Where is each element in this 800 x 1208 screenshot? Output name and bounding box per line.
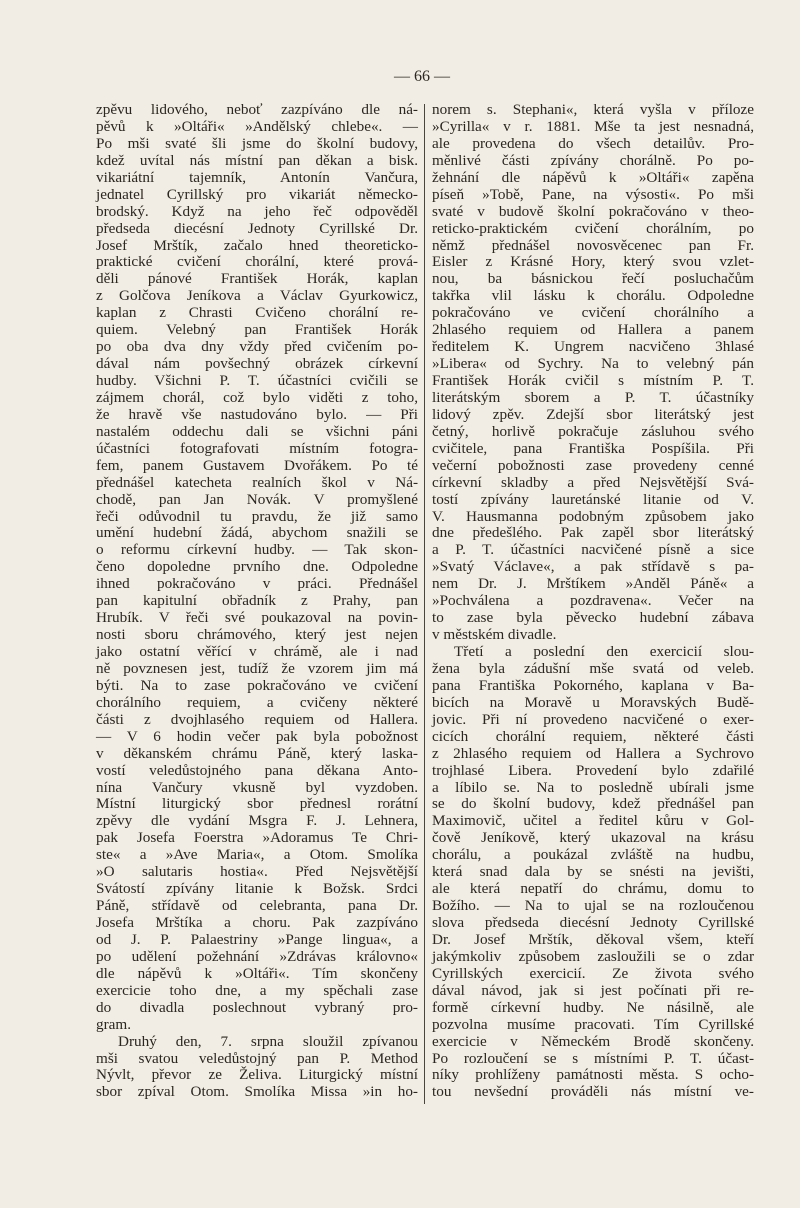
column-divider bbox=[424, 104, 425, 1104]
text-line: »Pochválena a pozdravena«. Večer na bbox=[432, 592, 754, 610]
text-line: Po mši svaté šli jsme do školní budovy, bbox=[96, 134, 418, 152]
text-line: jednatel Cyrillský pro vikariát německo- bbox=[96, 185, 418, 203]
text-line: v městském divadle. bbox=[432, 626, 557, 644]
text-line: to zase byla pěvecko hudební zábava bbox=[432, 609, 754, 627]
text-line: V. Hausmanna podobným způsobem jako bbox=[432, 507, 754, 525]
text-line: Josef Mrštík, začalo hned theoreticko- bbox=[96, 236, 418, 254]
text-line: nína Vančury vkusně byl vyzdoben. bbox=[96, 778, 418, 796]
text-line: ihned pokračováno v práci. Přednášel bbox=[96, 575, 418, 593]
text-line: žena byla zádušní mše svatá od veleb. bbox=[432, 659, 754, 677]
text-line: vikariátní tajemník, Antonín Vančura, bbox=[96, 168, 418, 186]
text-line: Nývlt, převor ze Želiva. Liturgický místní bbox=[96, 1066, 418, 1084]
text-line: Po rozloučení se s místními P. T. účast- bbox=[432, 1049, 754, 1067]
text-line: umění hudební žádá, abychom snažili se bbox=[96, 524, 418, 542]
text-line: Maximovič, učitel a ředitel kůru v Gol- bbox=[432, 812, 754, 830]
text-line: v děkanském chrámu Páně, který laska- bbox=[96, 744, 418, 762]
text-line: níky prohlíženy památnosti města. S ocho- bbox=[432, 1066, 754, 1084]
text-line: od J. P. Palaestriny »Pange lingua«, a bbox=[96, 930, 418, 948]
text-line: chorálu, a poukázal zvláště na hudbu, bbox=[432, 846, 754, 864]
text-line: jakýmkoliv způsobem zasloužili se o zdar bbox=[432, 947, 754, 965]
text-line: Božího. — Na to ujal se na rozloučenou bbox=[432, 897, 754, 915]
text-line: kaplan z Chrasti Cvičeno chorální re- bbox=[96, 304, 418, 322]
text-line: svaté v budově školní pokračováno v theo- bbox=[432, 202, 754, 220]
text-line: nosti sboru chrámového, který jest nejen bbox=[96, 626, 418, 644]
text-line: bicích na Moravě u Moravských Budě- bbox=[432, 693, 754, 711]
text-line: cvičitele, pana Františka Pospíšila. Při bbox=[432, 439, 754, 457]
text-line: nou, ba básnickou řečí posluchačům bbox=[432, 270, 754, 288]
text-line: že hravě vše nastudováno bylo. — Při bbox=[96, 405, 418, 423]
text-line: trojhlasé Libera. Provedení bylo zdařilé bbox=[432, 761, 754, 779]
text-line: pěvů k »Oltáři« »Andělský chlebe«. — bbox=[96, 117, 418, 135]
text-line: sbor zpíval Otom. Smolíka Missa »in ho- bbox=[96, 1083, 418, 1101]
text-line: části z dvojhlasého requiem od Hallera. bbox=[96, 710, 418, 728]
text-line: — V 6 hodin večer pak byla pobožnost bbox=[96, 727, 418, 745]
text-line: 2hlasého requiem od Hallera a panem bbox=[432, 321, 754, 339]
text-line: »Svatý Václave«, a pak střídavě s pa- bbox=[432, 558, 754, 576]
text-line: ale která nepatří do chrámu, domu to bbox=[432, 880, 754, 898]
text-line: gram. bbox=[96, 1015, 132, 1033]
right-column bbox=[432, 102, 754, 1101]
text-line: pan kapitulní obřadník z Prahy, pan bbox=[96, 592, 418, 610]
text-line: takřka vlil lásku k chorálu. Odpoledne bbox=[432, 287, 754, 305]
text-line: účastníci fotografovati místním fotogra- bbox=[96, 439, 418, 457]
text-line: po oba dva dny vždy před cvičením po- bbox=[96, 338, 418, 356]
text-line: lidový zpěv. Zdejší sbor literátský jest bbox=[432, 405, 754, 423]
text-line: o reformu církevní hudby. — Tak skon- bbox=[96, 541, 418, 559]
text-line: ste« a »Ave Maria«, a Otom. Smolíka bbox=[96, 846, 418, 864]
text-line: Místní liturgický sbor přednesl rorátní bbox=[96, 795, 418, 813]
text-line: tou nevšední prováděli nás místní ve- bbox=[432, 1083, 754, 1101]
text-line: řeči odůvodnil tu pravdu, že již samo bbox=[96, 507, 418, 525]
text-line: »O salutaris hostia«. Před Nejsvětější bbox=[96, 863, 418, 881]
text-line: předseda diecésní Jednoty Cyrillské Dr. bbox=[96, 219, 418, 237]
text-line: ale provedena do všech detailův. Pro- bbox=[432, 134, 754, 152]
text-line: z Golčova Jeníkova a Václav Gyurkowicz, bbox=[96, 287, 418, 305]
text-line: Dr. Josef Mrštík, děkoval všem, kteří bbox=[432, 930, 754, 948]
text-line: nem Dr. J. Mrštíkem »Anděl Páně« a bbox=[432, 575, 754, 593]
text-line: píseň »Tobě, Pane, na výsosti«. Po mši bbox=[432, 185, 754, 203]
text-line: Josefa Mrštíka a choru. Pak zazpíváno bbox=[96, 914, 418, 931]
text-line: a líbilo se. Na to posledně ubírali jsme bbox=[432, 778, 754, 796]
text-line: dne předešlého. Pak zapěl sbor literátský bbox=[432, 524, 754, 542]
text-line: četný, horlivě pokračuje zásluhou svého bbox=[432, 422, 754, 440]
text-line: reticko-praktickém cvičení chorálním, po bbox=[432, 219, 754, 237]
text-line: čově Jeníkově, který ukazoval na krásu bbox=[432, 829, 754, 847]
text-line: František Horák cvičil s místním P. T. bbox=[432, 372, 754, 389]
text-line: přednášel katecheta realních škol v Ná- bbox=[96, 473, 418, 491]
text-line: chorálního requiem, a cvičeny některé bbox=[96, 693, 418, 711]
text-line: ně povznesen jest, tudíž že vzorem jim má bbox=[96, 659, 418, 677]
page-number: — 66 — bbox=[394, 68, 450, 85]
text-line: žehnání dle nápěvů k »Oltáři« zapěna bbox=[432, 168, 754, 186]
text-line: býti. Na to zase pokračováno ve cvičení bbox=[96, 676, 418, 694]
text-line: zpěvy dle vydání Msgra F. J. Lehnera, bbox=[96, 812, 418, 830]
text-line: pak Josefa Foerstra »Adoramus Te Chri- bbox=[96, 829, 418, 847]
text-line: Druhý den, 7. srpna sloužil zpívanou bbox=[118, 1032, 418, 1050]
text-line: Cyrillských exercicií. Ze života svého bbox=[432, 964, 754, 982]
text-line: mši svatou veledůstojný pan P. Method bbox=[96, 1049, 418, 1067]
text-line: zpěvu lidového, neboť zazpíváno dle ná- bbox=[96, 101, 418, 118]
text-line: večerní pobožnosti zase provedeny cenné bbox=[432, 456, 754, 474]
text-line: pana Františka Pokorného, kaplana v Ba- bbox=[432, 676, 754, 694]
text-line: pokračováno ve cvičení chorálního a bbox=[432, 304, 754, 322]
text-line: dával nám povšechný obrázek církevní bbox=[96, 355, 418, 373]
text-line: vostí veledůstojného pana děkana Anto- bbox=[96, 761, 418, 779]
text-line: Páně, střídavě od celebranta, pana Dr. bbox=[96, 897, 418, 915]
text-line: Hrubík. V řeči své poukazoval na povin- bbox=[96, 609, 418, 627]
text-line: norem s. Stephani«, která vyšla v příloze bbox=[432, 101, 754, 118]
text-line: do divadla poslechnout vybraný pro- bbox=[96, 998, 418, 1016]
text-line: chodě, pan Jan Novák. V promyšlené bbox=[96, 490, 418, 508]
text-line: němž přednášel novosvěcenec pan Fr. bbox=[432, 236, 754, 254]
text-line: fem, panem Gustavem Dvořákem. Po té bbox=[96, 456, 418, 474]
text-line: brodský. Když na jeho řeč odpověděl bbox=[96, 202, 418, 220]
text-line: hudby. Všichni P. T. účastníci cvičili se bbox=[96, 372, 418, 389]
text-line: kdež uvítal nás místní pan děkan a bisk. bbox=[96, 151, 418, 169]
text-line: Třetí a poslední den exercicií slou- bbox=[454, 643, 754, 660]
text-line: jovic. Při ní provedeno nacvičené o exer- bbox=[432, 710, 754, 728]
text-line: a P. T. účastníci nacvičené písně a sice bbox=[432, 541, 754, 559]
text-line: pozvolna musíme pracovati. Tím Cyrillské bbox=[432, 1015, 754, 1033]
text-line: dle nápěvů k »Oltáři«. Tím skončeny bbox=[96, 964, 418, 982]
text-line: se do školní budovy, kdež přednášel pan bbox=[432, 795, 754, 813]
left-column bbox=[96, 102, 418, 1101]
text-line: čeno dopoledne prvního dne. Odpoledne bbox=[96, 558, 418, 576]
text-line: literátským sborem a P. T. účastníky bbox=[432, 388, 754, 406]
text-line: ředitelem K. Ungrem nacvičeno 3hlasé bbox=[432, 338, 754, 356]
text-line: zájmem chorál, což bylo viděti z toho, bbox=[96, 388, 418, 406]
text-line: Svátostí zpívány litanie k Božsk. Srdci bbox=[96, 880, 418, 898]
text-line: exercicie toho dne, a my spěchali zase bbox=[96, 981, 418, 999]
text-line: »Libera« od Sychry. Na to velebný pán bbox=[432, 355, 754, 373]
text-line: nastalém oddechu dali se všichni páni bbox=[96, 422, 418, 440]
text-line: církevní skladby a před Nejsvětější Svá- bbox=[432, 473, 754, 491]
text-line: cicích chorální requiem, některé části bbox=[432, 727, 754, 745]
text-line: slova předseda diecésní Jednoty Cyrillské bbox=[432, 914, 754, 931]
text-line: Eisler z Krásné Hory, který svou vzlet- bbox=[432, 253, 754, 271]
text-line: formě církevní hudby. Ne násilně, ale bbox=[432, 998, 754, 1016]
text-line: která snad dala by se snésti na jevišti, bbox=[432, 863, 754, 881]
text-line: děli pánové František Horák, kaplan bbox=[96, 270, 418, 288]
text-line: »Cyrilla« v r. 1881. Mše ta jest nesnadná, bbox=[432, 117, 754, 135]
text-line: exercicie v Německém Brodě skončeny. bbox=[432, 1032, 754, 1050]
text-line: tostí zpívány lauretánské litanie od V. bbox=[432, 490, 754, 508]
text-line: jako ostatní věřící v chrámě, ale i nad bbox=[96, 643, 418, 660]
text-line: po udělení požehnání »Zdrávas královno« bbox=[96, 947, 418, 965]
text-line: z 2hlasého requiem od Hallera a Sychrovo bbox=[432, 744, 754, 762]
text-line: praktické cvičení chorální, které prová- bbox=[96, 253, 418, 271]
text-line: měnlivé části zpívány chorálně. Po po- bbox=[432, 151, 754, 169]
text-line: quiem. Velebný pan František Horák bbox=[96, 321, 418, 339]
text-line: dával návod, jak si jest počínati při re- bbox=[432, 981, 754, 999]
